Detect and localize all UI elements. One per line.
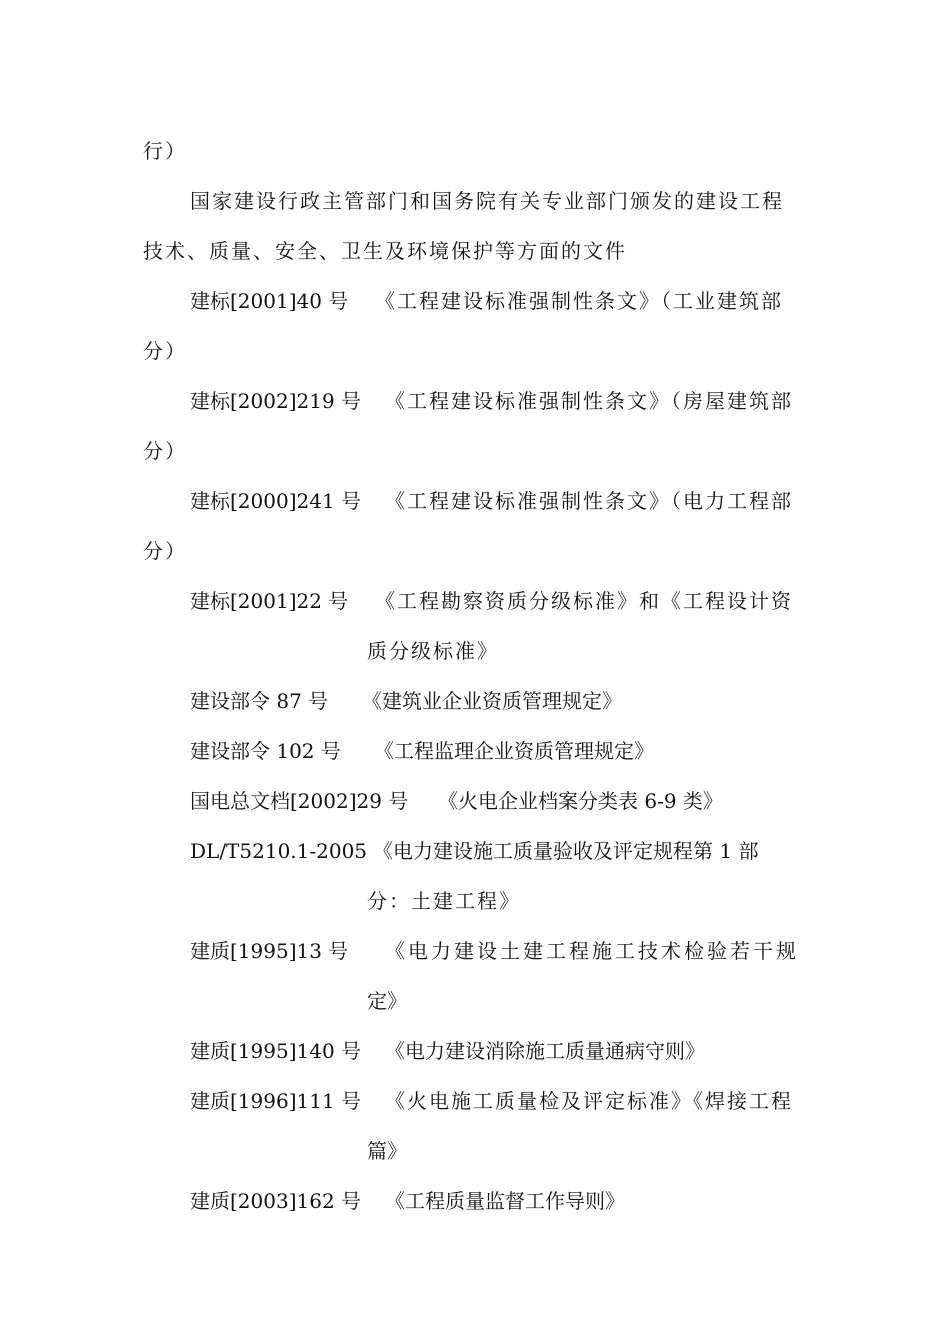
entry-title-continued: 分：土建工程》 — [367, 889, 521, 913]
entry-title: 《火电企业档案分类表 6-9 类》 — [438, 789, 723, 813]
entry-title-continued: 分） — [143, 339, 187, 363]
entry-code: 建质[1995]140 号 — [190, 1039, 362, 1063]
entry-title: 《工程建设标准强制性条文》（房屋建筑部 — [385, 389, 793, 413]
entry-title: 《工程勘察资质分级标准》和《工程设计资 — [375, 589, 793, 613]
entry-code: 建质[2003]162 号 — [190, 1189, 362, 1213]
entry-title: 《工程建设标准强制性条文》（电力工程部 — [385, 489, 793, 513]
intro-line-2: 技术、质量、安全、卫生及环境保护等方面的文件 — [143, 239, 627, 263]
entry-title: 《电力建设施工质量验收及评定规程第 1 部 — [373, 839, 759, 863]
entry-title-continued: 分） — [143, 539, 187, 563]
entry-code: 建设部令 102 号 — [190, 739, 341, 763]
entry-title: 《电力建设消除施工质量通病守则》 — [385, 1039, 705, 1063]
entry-title: 《建筑业企业资质管理规定》 — [362, 689, 622, 713]
entry-code: 国电总文档[2002]29 号 — [190, 789, 409, 813]
entry-title-continued: 定》 — [367, 989, 407, 1013]
entry-title: 《火电施工质量检及评定标准》《焊接工程 — [385, 1089, 793, 1113]
entry-code: 建设部令 87 号 — [190, 689, 329, 713]
intro-line-1: 国家建设行政主管部门和国务院有关专业部门颁发的建设工程 — [190, 189, 784, 213]
entry-title: 《电力建设土建工程施工技术检验若干规 — [385, 939, 799, 963]
entry-title: 《工程监理企业资质管理规定》 — [374, 739, 654, 763]
continued-line: 行） — [143, 139, 187, 163]
entry-code: 建质[1995]13 号 — [190, 939, 349, 963]
entry-title: 《工程建设标准强制性条文》（工业建筑部 — [375, 289, 783, 313]
entry-title-continued: 篇》 — [367, 1139, 407, 1163]
entry-title: 《工程质量监督工作导则》 — [385, 1189, 625, 1213]
entry-title-continued: 分） — [143, 439, 187, 463]
entry-code: 建标[2000]241 号 — [190, 489, 362, 513]
entry-code: 建标[2001]22 号 — [190, 589, 349, 613]
entry-code: 建标[2001]40 号 — [190, 289, 349, 313]
entry-code: DL/T5210.1-2005 — [190, 839, 368, 863]
entry-code: 建标[2002]219 号 — [190, 389, 362, 413]
entry-code: 建质[1996]111 号 — [190, 1089, 362, 1113]
entry-title-continued: 质分级标准》 — [367, 639, 499, 663]
